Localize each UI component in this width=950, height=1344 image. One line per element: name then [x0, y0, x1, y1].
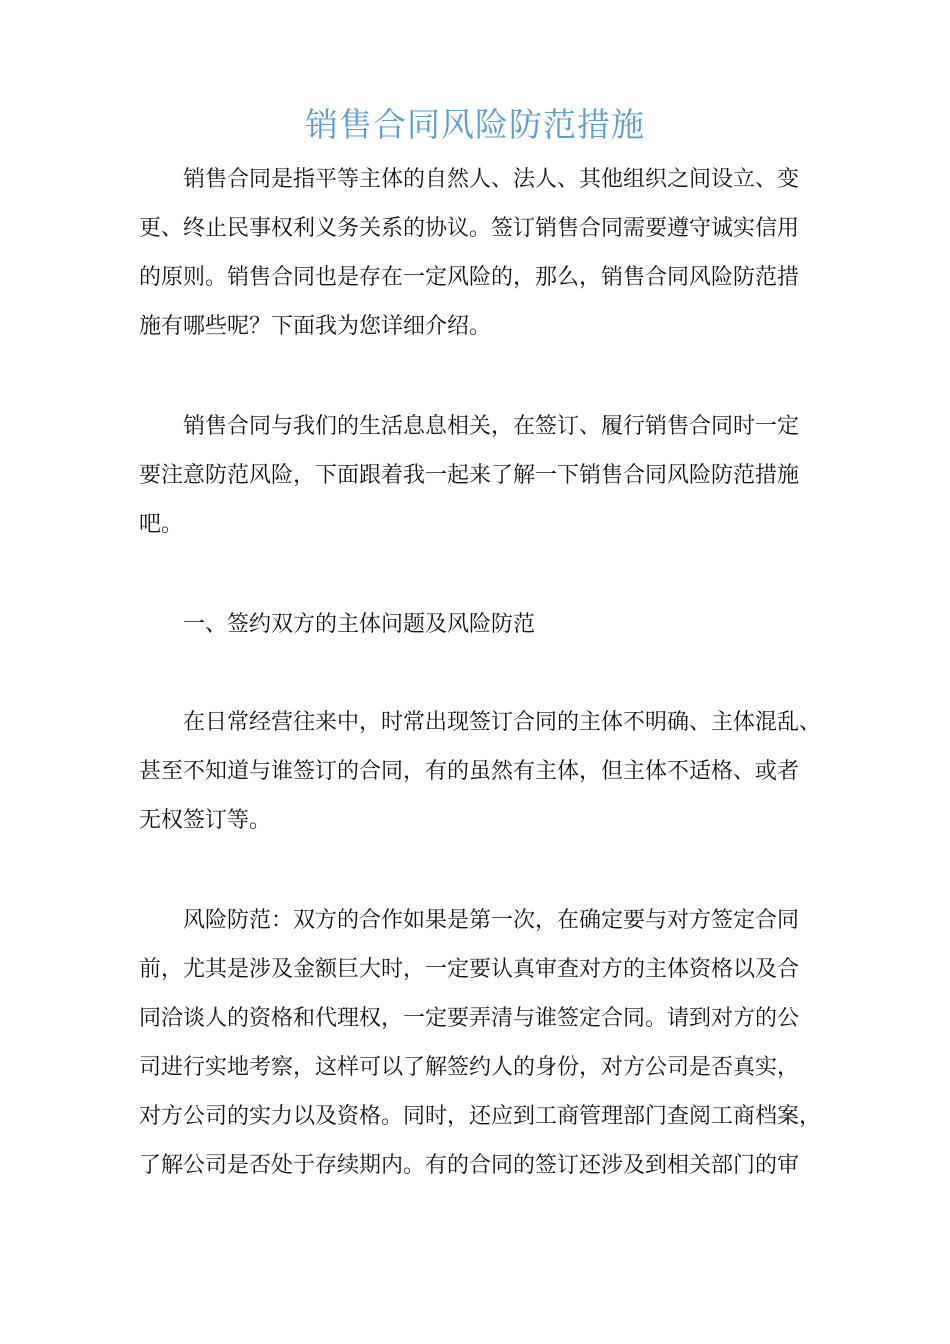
heading-line: 一、签约双方的主体问题及风险防范 — [183, 612, 536, 637]
text-line: 司进行实地考察，这样可以了解签约人的身份，对方公司是否真实， — [139, 1055, 800, 1080]
paragraph-prevention — [139, 896, 831, 1190]
text-line: 销售合同是指平等主体的自然人、法人、其他组织之间设立、变 — [183, 167, 800, 192]
text-line: 更、终止民事权利义务关系的协议。签订销售合同需要遵守诚实信用 — [139, 216, 800, 241]
text-line: 要注意防范风险，下面跟着我一起来了解一下销售合同风险防范措施 — [139, 463, 800, 488]
text-line: 前，尤其是涉及金额巨大时，一定要认真审查对方的主体资格以及合 — [139, 957, 800, 982]
section-heading — [139, 600, 831, 649]
text-line: 甚至不知道与谁签订的合同，有的虽然有主体，但主体不适格、或者 — [139, 759, 800, 784]
text-line: 的原则。销售合同也是存在一定风险的，那么，销售合同风险防范措 — [139, 265, 800, 290]
paragraph-intro — [139, 155, 831, 351]
text-line: 风险防范：双方的合作如果是第一次，在确定要与对方签定合同 — [183, 908, 800, 933]
paragraph-problem — [139, 698, 831, 845]
document-title: 销售合同风险防范措施 — [305, 105, 645, 144]
text-line: 销售合同与我们的生活息息相关，在签订、履行销售合同时一定 — [183, 414, 800, 439]
text-line: 无权签订等。 — [139, 808, 272, 833]
text-line: 对方公司的实力以及资格。同时，还应到工商管理部门查阅工商档案， — [139, 1104, 822, 1129]
text-line: 吧。 — [139, 512, 184, 537]
text-line: 施有哪些呢？下面我为您详细介绍。 — [139, 314, 492, 339]
text-line: 在日常经营往来中，时常出现签订合同的主体不明确、主体混乱、 — [183, 710, 822, 735]
paragraph-context — [139, 402, 831, 549]
text-line: 同洽谈人的资格和代理权，一定要弄清与谁签定合同。请到对方的公 — [139, 1006, 800, 1031]
text-line: 了解公司是否处于存续期内。有的合同的签订还涉及到相关部门的审 — [139, 1153, 800, 1178]
